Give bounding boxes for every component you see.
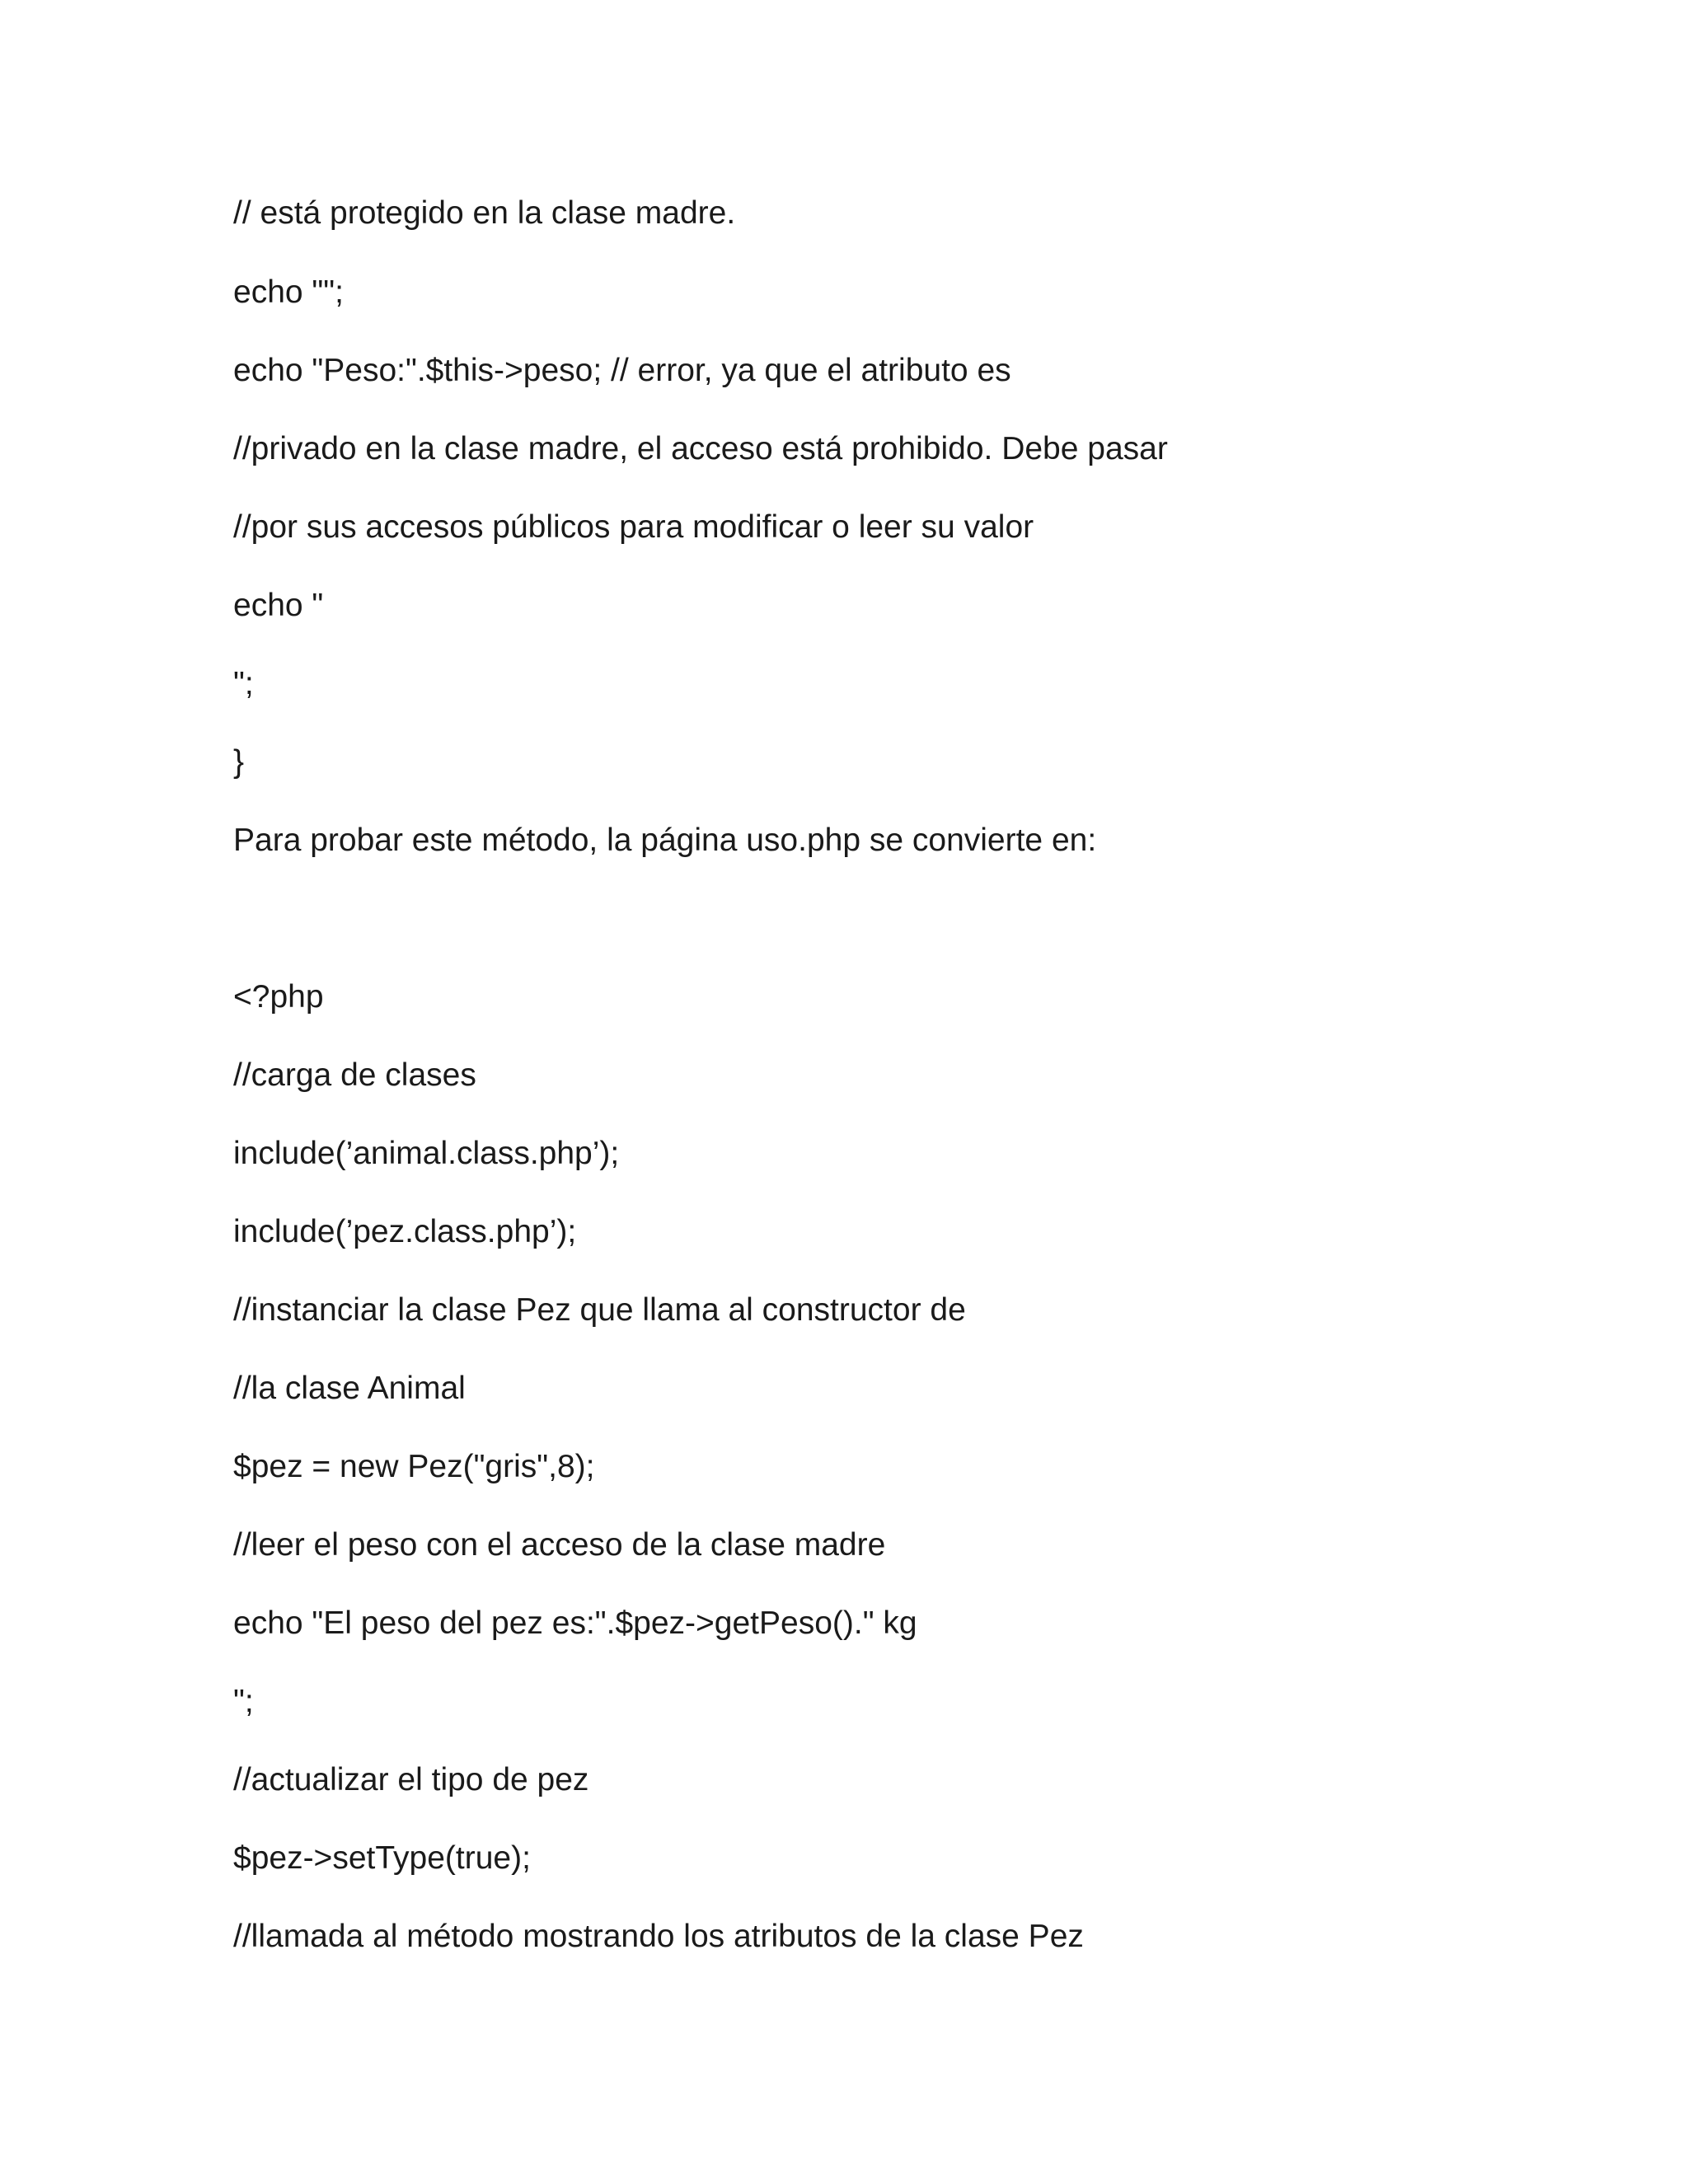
- text-line: echo "El peso del pez es:".$pez->getPeso()." kg: [233, 1605, 917, 1641]
- text-line: echo "";: [233, 274, 344, 310]
- text-line: // está protegido en la clase madre.: [233, 195, 736, 231]
- text-line: $pez = new Pez("gris",8);: [233, 1449, 595, 1484]
- text-line: include(’animal.class.php’);: [233, 1136, 620, 1171]
- text-line: //carga de clases: [233, 1057, 476, 1093]
- text-line: echo "Peso:".$this->peso; // error, ya que el atributo es: [233, 353, 1011, 388]
- text-line: <?php: [233, 979, 324, 1015]
- text-line: }: [233, 744, 245, 780]
- text-line: echo ": [233, 588, 324, 623]
- text-line: ";: [233, 1684, 254, 1719]
- text-line: //la clase Animal: [233, 1371, 466, 1406]
- text-line: ";: [233, 666, 254, 701]
- text-line: //por sus accesos públicos para modificar o leer su valor: [233, 509, 1034, 545]
- text-line: include(’pez.class.php’);: [233, 1214, 577, 1249]
- text-line: //leer el peso con el acceso de la clase madre: [233, 1527, 886, 1563]
- text-line: //instanciar la clase Pez que llama al constructor de: [233, 1292, 966, 1328]
- text-line: Para probar este método, la página uso.php se convierte en:: [233, 823, 1097, 858]
- text-line: //llamada al método mostrando los atributos de la clase Pez: [233, 1919, 1084, 1954]
- text-line: //privado en la clase madre, el acceso está prohibido. Debe pasar: [233, 431, 1168, 466]
- text-line: $pez->setType(true);: [233, 1840, 531, 1876]
- text-line: //actualizar el tipo de pez: [233, 1762, 589, 1797]
